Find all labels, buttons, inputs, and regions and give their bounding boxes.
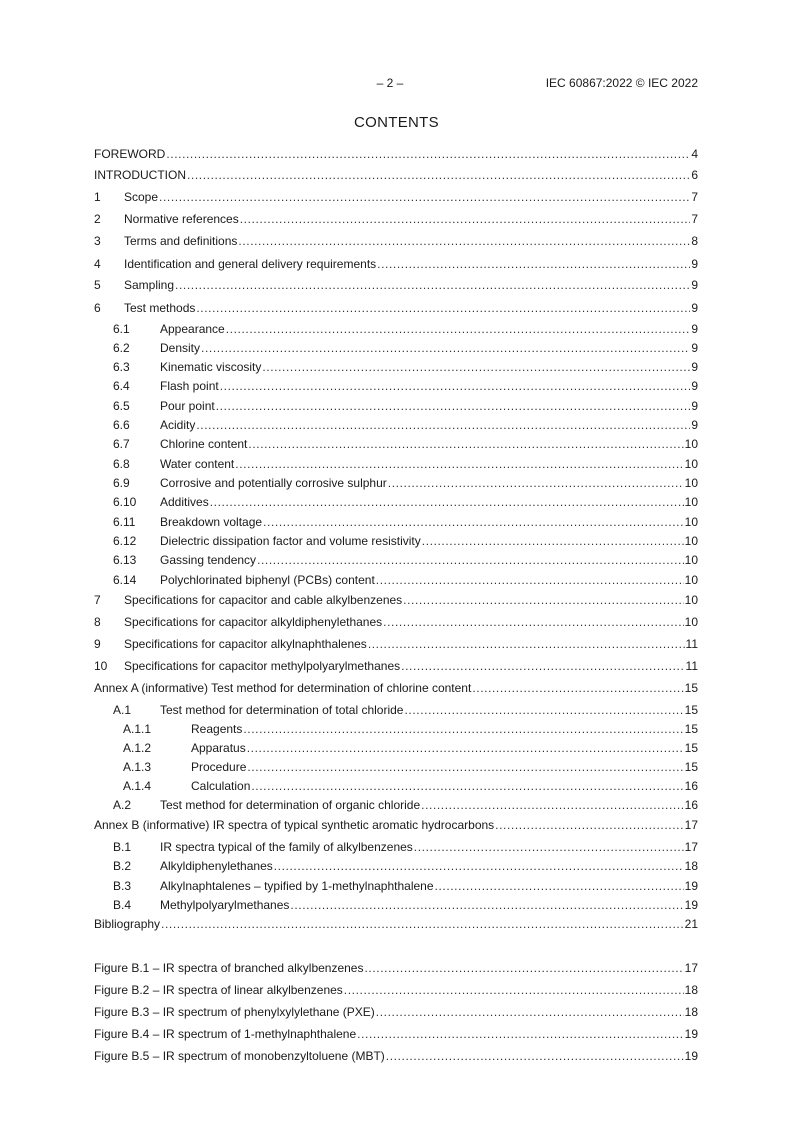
entry-number: A.2: [113, 798, 132, 812]
entry-number: A.1: [113, 703, 132, 717]
entry-title: Dielectric dissipation factor and volume resistivity: [160, 534, 421, 548]
dot-leader: [248, 436, 683, 452]
entry-title: Alkylnaphtalenes – typified by 1-methylnaphthalene: [160, 879, 434, 893]
entry-number: 9: [94, 637, 101, 651]
toc-entry[interactable]: [94, 592, 698, 608]
toc-entry[interactable]: [113, 897, 698, 913]
dot-leader: [290, 897, 683, 913]
entry-title: Test method for determination of organic chloride: [160, 798, 421, 812]
toc-entry[interactable]: [94, 916, 698, 932]
dot-leader: [403, 592, 683, 608]
entry-title: Specifications for capacitor and cable alkylbenzenes: [124, 593, 403, 607]
entry-page-number: 19: [684, 1027, 698, 1041]
page-title: CONTENTS: [354, 114, 439, 131]
entry-number: 6.9: [113, 476, 130, 490]
dot-leader: [196, 300, 690, 316]
entry-title: IR spectra typical of the family of alkylbenzenes: [160, 840, 413, 854]
entry-title: Figure B.1 – IR spectra of branched alkylbenzenes: [94, 961, 364, 975]
entry-page-number: 16: [684, 779, 698, 793]
entry-title: Pour point: [160, 399, 215, 413]
entry-page-number: 15: [684, 741, 698, 755]
entry-page-number: 11: [685, 637, 698, 651]
toc-entry[interactable]: [113, 858, 698, 874]
document-id: IEC 60867:2022 © IEC 2022: [545, 76, 698, 90]
dot-leader: [414, 839, 684, 855]
entry-title: Identification and general delivery requirements: [124, 257, 377, 271]
figure-entry[interactable]: [94, 982, 698, 998]
toc-entry[interactable]: [94, 614, 698, 630]
entry-number: 7: [94, 593, 101, 607]
entry-number: 5: [94, 278, 101, 292]
entry-page-number: 15: [684, 722, 698, 736]
entry-page-number: 9: [691, 418, 698, 432]
entry-title: Polychlorinated biphenyl (PCBs) content: [160, 573, 375, 587]
entry-page-number: 18: [684, 1005, 698, 1019]
dot-leader: [159, 189, 690, 205]
dot-leader: [235, 456, 683, 472]
figure-entry[interactable]: [94, 1004, 698, 1020]
toc-entry[interactable]: [113, 839, 698, 855]
toc-entry[interactable]: [94, 300, 698, 316]
entry-title: Chlorine content: [160, 437, 248, 451]
entry-page-number: 15: [684, 760, 698, 774]
entry-title: INTRODUCTION: [94, 168, 186, 182]
toc-entry[interactable]: [113, 456, 698, 472]
dot-leader: [187, 167, 690, 183]
entry-number: 3: [94, 234, 101, 248]
entry-number: 6.5: [113, 399, 130, 413]
dot-leader: [401, 658, 684, 674]
toc-entry[interactable]: [113, 552, 698, 568]
entry-page-number: 10: [684, 515, 698, 529]
dot-leader: [238, 233, 690, 249]
entry-number: 6.10: [113, 495, 137, 509]
entry-number: 6.2: [113, 341, 130, 355]
entry-number: 6.12: [113, 534, 137, 548]
toc-entry[interactable]: [113, 494, 698, 510]
entry-page-number: 7: [691, 190, 698, 204]
dot-leader: [404, 702, 683, 718]
toc-entry[interactable]: [123, 778, 698, 794]
toc-entry[interactable]: [113, 321, 698, 337]
toc-entry[interactable]: [94, 256, 698, 272]
entry-title: Test methods: [124, 301, 196, 315]
toc-entry[interactable]: [113, 340, 698, 356]
entry-page-number: 10: [684, 495, 698, 509]
entry-number: B.3: [113, 879, 132, 893]
dot-leader: [472, 680, 683, 696]
dot-leader: [383, 614, 683, 630]
dot-leader: [421, 797, 684, 813]
entry-title: Water content: [160, 457, 235, 471]
dot-leader: [495, 817, 683, 833]
dot-leader: [364, 960, 683, 976]
entry-page-number: 9: [691, 278, 698, 292]
dot-leader: [274, 858, 684, 874]
dot-leader: [376, 1004, 684, 1020]
dot-leader: [247, 759, 683, 775]
entry-title: Figure B.4 – IR spectrum of 1-methylnaphthalene: [94, 1027, 357, 1041]
toc-entry[interactable]: [123, 740, 698, 756]
entry-title: Additives: [160, 495, 209, 509]
figure-entry[interactable]: [94, 1048, 698, 1064]
toc-entry[interactable]: [113, 398, 698, 414]
entry-number: B.1: [113, 840, 132, 854]
entry-page-number: 11: [685, 659, 698, 673]
entry-page-number: 8: [691, 234, 698, 248]
toc-entry[interactable]: [123, 759, 698, 775]
entry-title: Methylpolyarylmethanes: [160, 898, 290, 912]
entry-page-number: 17: [684, 961, 698, 975]
entry-title: Terms and definitions: [124, 234, 238, 248]
toc-entry[interactable]: [94, 189, 698, 205]
dot-leader: [386, 1048, 684, 1064]
entry-page-number: 10: [684, 573, 698, 587]
entry-page-number: 10: [684, 615, 698, 629]
entry-page-number: 9: [691, 360, 698, 374]
entry-page-number: 9: [691, 341, 698, 355]
entry-title: Annex B (informative) IR spectra of typical synthetic aromatic hydrocarbons: [94, 818, 495, 832]
entry-title: Procedure: [191, 760, 247, 774]
entry-number: 1: [94, 190, 101, 204]
dot-leader: [388, 475, 684, 491]
entry-title: Alkyldiphenylethanes: [160, 859, 273, 873]
dot-leader: [376, 572, 684, 588]
toc-entry[interactable]: [113, 514, 698, 530]
entry-number: 8: [94, 615, 101, 629]
entry-title: Annex A (informative) Test method for determination of chlorine content: [94, 681, 472, 695]
entry-number: B.4: [113, 898, 132, 912]
toc-entry[interactable]: [94, 211, 698, 227]
dot-leader: [216, 398, 691, 414]
dot-leader: [257, 552, 684, 568]
toc-entry[interactable]: [94, 636, 698, 652]
entry-number: 6: [94, 301, 101, 315]
entry-page-number: 19: [684, 1049, 698, 1063]
entry-page-number: 17: [684, 818, 698, 832]
toc-entry[interactable]: [113, 878, 698, 894]
entry-number: 6.13: [113, 553, 137, 567]
entry-number: 6.1: [113, 322, 130, 336]
toc-entry[interactable]: [94, 146, 698, 162]
dot-leader: [357, 1026, 684, 1042]
entry-number: 6.11: [113, 515, 136, 529]
entry-page-number: 21: [684, 917, 698, 931]
entry-page-number: 17: [684, 840, 698, 854]
entry-title: Breakdown voltage: [160, 515, 263, 529]
entry-page-number: 10: [684, 476, 698, 490]
entry-title: Apparatus: [191, 741, 246, 755]
entry-title: Reagents: [191, 722, 243, 736]
dot-leader: [210, 494, 684, 510]
entry-title: Figure B.3 – IR spectrum of phenylxylylethane (PXE): [94, 1005, 375, 1019]
dot-leader: [243, 721, 683, 737]
entry-number: 6.4: [113, 379, 130, 393]
dot-leader: [201, 340, 690, 356]
dot-leader: [262, 359, 690, 375]
entry-title: Specifications for capacitor methylpolyarylmethanes: [124, 659, 401, 673]
entry-number: A.1.2: [123, 741, 152, 755]
dot-leader: [344, 982, 684, 998]
entry-title: Scope: [124, 190, 159, 204]
entry-title: Figure B.2 – IR spectra of linear alkylbenzenes: [94, 983, 343, 997]
entry-page-number: 15: [684, 703, 698, 717]
entry-title: Flash point: [160, 379, 219, 393]
page-number: – 2 –: [376, 76, 404, 90]
dot-leader: [263, 514, 684, 530]
entry-title: Kinematic viscosity: [160, 360, 262, 374]
entry-number: 10: [94, 659, 108, 673]
entry-number: A.1.1: [123, 722, 152, 736]
dot-leader: [435, 878, 684, 894]
entry-title: Calculation: [191, 779, 251, 793]
entry-number: 4: [94, 257, 101, 271]
entry-page-number: 18: [684, 983, 698, 997]
entry-page-number: 9: [691, 379, 698, 393]
entry-page-number: 15: [684, 681, 698, 695]
entry-page-number: 6: [691, 168, 698, 182]
entry-number: 6.8: [113, 457, 130, 471]
entry-page-number: 10: [684, 437, 698, 451]
toc-entry[interactable]: [94, 233, 698, 249]
entry-title: Specifications for capacitor alkylnaphthalenes: [124, 637, 367, 651]
entry-page-number: 9: [691, 399, 698, 413]
toc-entry[interactable]: [94, 167, 698, 183]
toc-entry[interactable]: [113, 702, 698, 718]
entry-page-number: 9: [691, 322, 698, 336]
toc-entry[interactable]: [94, 817, 698, 833]
entry-title: Figure B.5 – IR spectrum of monobenzyltoluene (MBT): [94, 1049, 385, 1063]
toc-entry[interactable]: [113, 378, 698, 394]
entry-title: Specifications for capacitor alkyldiphenylethanes: [124, 615, 383, 629]
entry-number: A.1.3: [123, 760, 152, 774]
toc-entry[interactable]: [94, 680, 698, 696]
toc-entry[interactable]: [113, 475, 698, 491]
dot-leader: [166, 146, 690, 162]
dot-leader: [175, 277, 690, 293]
dot-leader: [377, 256, 690, 272]
dot-leader: [220, 378, 691, 394]
entry-title: Normative references: [124, 212, 239, 226]
figure-entry[interactable]: [94, 1026, 698, 1042]
entry-number: 2: [94, 212, 101, 226]
figure-entry[interactable]: [94, 960, 698, 976]
entry-title: Bibliography: [94, 917, 161, 931]
toc-entry[interactable]: [113, 417, 698, 433]
toc-entry[interactable]: [113, 797, 698, 813]
entry-page-number: 16: [684, 798, 698, 812]
toc-entry[interactable]: [113, 572, 698, 588]
dot-leader: [196, 417, 690, 433]
toc-entry[interactable]: [94, 658, 698, 674]
entry-page-number: 10: [684, 457, 698, 471]
entry-page-number: 19: [684, 879, 698, 893]
entry-number: 6.14: [113, 573, 137, 587]
dot-leader: [226, 321, 691, 337]
entry-title: Acidity: [160, 418, 196, 432]
entry-title: Test method for determination of total chloride: [160, 703, 404, 717]
entry-title: FOREWORD: [94, 147, 166, 161]
entry-number: 6.7: [113, 437, 130, 451]
entry-number: B.2: [113, 859, 132, 873]
entry-page-number: 19: [684, 898, 698, 912]
dot-leader: [161, 916, 684, 932]
dot-leader: [247, 740, 684, 756]
dot-leader: [251, 778, 683, 794]
entry-title: Gassing tendency: [160, 553, 257, 567]
entry-page-number: 7: [691, 212, 698, 226]
toc-entry[interactable]: [113, 359, 698, 375]
entry-page-number: 9: [691, 301, 698, 315]
entry-title: Density: [160, 341, 201, 355]
entry-page-number: 10: [684, 593, 698, 607]
entry-page-number: 4: [691, 147, 698, 161]
toc-entry[interactable]: [113, 533, 698, 549]
entry-page-number: 18: [684, 859, 698, 873]
dot-leader: [368, 636, 685, 652]
entry-page-number: 9: [691, 257, 698, 271]
dot-leader: [422, 533, 684, 549]
toc-entry[interactable]: [94, 277, 698, 293]
entry-number: A.1.4: [123, 779, 152, 793]
entry-title: Appearance: [160, 322, 225, 336]
dot-leader: [240, 211, 691, 227]
toc-entry[interactable]: [123, 721, 698, 737]
toc-entry[interactable]: [113, 436, 698, 452]
entry-title: Corrosive and potentially corrosive sulphur: [160, 476, 387, 490]
entry-page-number: 10: [684, 534, 698, 548]
entry-page-number: 10: [684, 553, 698, 567]
entry-number: 6.6: [113, 418, 130, 432]
entry-number: 6.3: [113, 360, 130, 374]
entry-title: Sampling: [124, 278, 175, 292]
